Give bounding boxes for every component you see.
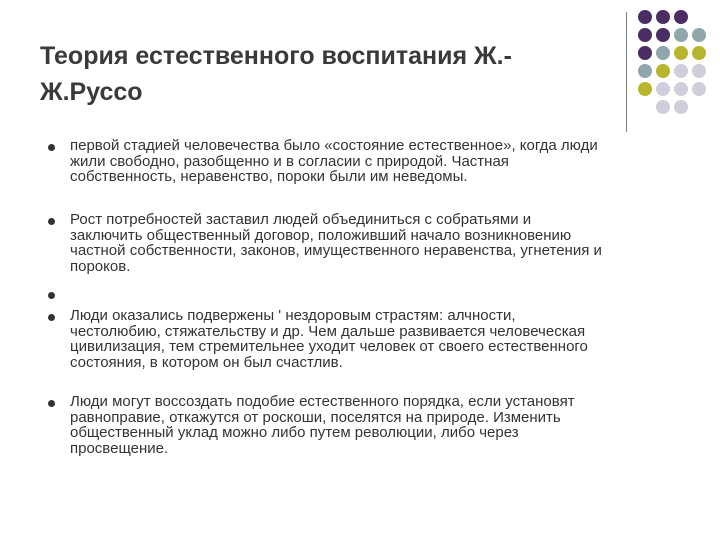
bullet-icon bbox=[48, 292, 55, 299]
decor-dot bbox=[656, 64, 670, 78]
bullet-icon bbox=[48, 144, 55, 151]
decor-dot bbox=[692, 28, 706, 42]
bullet-icon bbox=[48, 400, 55, 407]
divider-vertical bbox=[626, 12, 627, 132]
decor-dot bbox=[638, 64, 652, 78]
decor-dot bbox=[656, 28, 670, 42]
decor-dot bbox=[656, 10, 670, 24]
list-item bbox=[48, 308, 588, 370]
bullet-text: Рост потребностей заставил людей объединиться с собратьями и заключить общественный договор, положивший начало возникновению частной собственности, законов, имущественного неравенства, угнетения и пороков. bbox=[70, 211, 602, 275]
decor-dot bbox=[692, 82, 706, 96]
bullet-icon bbox=[48, 314, 55, 321]
decor-dot bbox=[674, 46, 688, 60]
decor-dot bbox=[674, 82, 688, 96]
decor-dot bbox=[638, 82, 652, 96]
decor-dot bbox=[656, 82, 670, 96]
decor-dot bbox=[674, 64, 688, 78]
decor-dot bbox=[656, 100, 670, 114]
slide-title: Теория естественного воспитания Ж.- Ж.Руссо bbox=[40, 42, 512, 106]
bullet-text: Люди оказались подвержены ' нездоровым страстям: алчности, честолюбию, стяжательству и др. Чем дальше развивается человеческая цивилизация, тем стремительнее уходит человек от своего естественного состояния, в котором он был счастлив. bbox=[70, 307, 588, 371]
decor-dot bbox=[656, 46, 670, 60]
list-item bbox=[48, 138, 598, 185]
decor-dot bbox=[692, 64, 706, 78]
decor-dot bbox=[674, 10, 688, 24]
bullet-text: Люди могут воссоздать подобие естественного порядка, если установят равноправие, откажутся от роскоши, поселятся на природе. Изменить общественный уклад можно либо путем революции, либо через просвещение. bbox=[70, 393, 575, 457]
decor-dot bbox=[674, 28, 688, 42]
decor-dot bbox=[692, 46, 706, 60]
decor-dot bbox=[638, 46, 652, 60]
decor-dot bbox=[638, 10, 652, 24]
decorative-dot-grid bbox=[638, 10, 718, 110]
bullet-icon bbox=[48, 218, 55, 225]
bullet-text: первой стадией человечества было «состояние естественное», когда люди жили свободно, разобщенно и в согласии с природой. Частная собственность, неравенство, пороки были им неведомы. bbox=[70, 137, 598, 185]
decor-dot bbox=[674, 100, 688, 114]
decor-dot bbox=[638, 28, 652, 42]
list-item bbox=[48, 212, 602, 274]
list-item bbox=[48, 394, 575, 456]
